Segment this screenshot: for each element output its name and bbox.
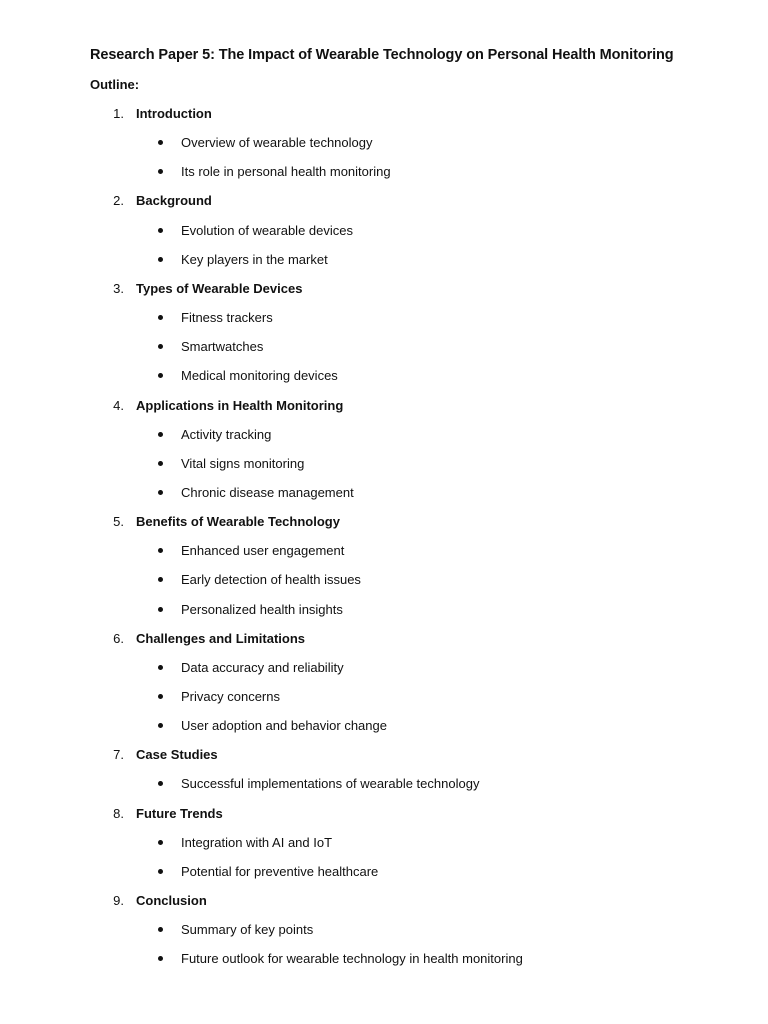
list-item-text: Future outlook for wearable technology in health monitoring: [181, 951, 523, 967]
list-item-text: Smartwatches: [181, 339, 264, 355]
bullet-icon: [158, 607, 163, 612]
list-item-text: Personalized health insights: [181, 601, 343, 617]
outline-section-heading: [0, 280, 768, 298]
list-item: [0, 338, 768, 356]
list-item: [0, 571, 768, 589]
list-item: [0, 688, 768, 706]
section-title: Background: [136, 193, 212, 209]
list-item: [0, 134, 768, 152]
section-title: Applications in Health Monitoring: [136, 397, 344, 413]
section-title: Introduction: [136, 106, 212, 121]
list-item-text: Summary of key points: [181, 922, 314, 938]
bullet-icon: [158, 432, 163, 437]
list-item: [0, 367, 768, 385]
list-item: [0, 251, 768, 269]
list-item: [0, 775, 768, 793]
bullet-icon: [158, 257, 163, 262]
list-item-text: Potential for preventive healthcare: [181, 863, 379, 879]
bullet-icon: [158, 577, 163, 582]
bullet-icon: [158, 140, 163, 145]
list-item: [0, 484, 768, 502]
section-title: Case Studies: [136, 747, 218, 763]
list-item-text: Privacy concerns: [181, 689, 280, 704]
section-number: 9.: [113, 893, 124, 909]
bullet-icon: [158, 723, 163, 728]
list-item: [0, 863, 768, 881]
outline-section-heading: [0, 892, 768, 910]
list-item: [0, 309, 768, 327]
bullet-icon: [158, 315, 163, 320]
section-number: 7.: [113, 747, 124, 763]
list-item-text: Evolution of wearable devices: [181, 222, 353, 238]
section-title: Benefits of Wearable Technology: [136, 514, 340, 530]
list-item-text: Integration with AI and IoT: [181, 834, 333, 850]
section-number: 3.: [113, 280, 124, 296]
section-number: 6.: [113, 630, 124, 646]
bullet-icon: [158, 461, 163, 466]
section-number: 4.: [113, 397, 124, 413]
list-item: [0, 222, 768, 240]
bullet-icon: [158, 228, 163, 233]
list-item-text: Fitness trackers: [181, 310, 273, 326]
page-title: Research Paper 5: The Impact of Wearable Technology on Personal Health Monitoring: [90, 47, 674, 63]
list-item: [0, 950, 768, 968]
list-item-text: Vital signs monitoring: [181, 455, 305, 471]
bullet-icon: [158, 169, 163, 174]
list-item-text: Data accuracy and reliability: [181, 659, 344, 675]
section-title: Conclusion: [136, 893, 207, 909]
list-item: [0, 455, 768, 473]
list-item-text: Overview of wearable technology: [181, 135, 373, 151]
section-number: 8.: [113, 805, 124, 821]
bullet-icon: [158, 694, 163, 699]
list-item: [0, 717, 768, 735]
list-item-text: Key players in the market: [181, 251, 328, 267]
bullet-icon: [158, 781, 163, 786]
section-title: Challenges and Limitations: [136, 630, 306, 646]
list-item: [0, 834, 768, 852]
list-item: [0, 426, 768, 444]
section-number: 2.: [113, 193, 124, 209]
list-item-text: Medical monitoring devices: [181, 368, 338, 384]
bullet-icon: [158, 344, 163, 349]
bullet-icon: [158, 927, 163, 932]
outline-section-heading: [0, 105, 768, 123]
bullet-icon: [158, 665, 163, 670]
bullet-icon: [158, 869, 163, 874]
list-item-text: Early detection of health issues: [181, 572, 361, 588]
outline-section-heading: [0, 805, 768, 823]
list-item-text: Enhanced user engagement: [181, 543, 345, 559]
bullet-icon: [158, 373, 163, 378]
outline-section-heading: [0, 192, 768, 210]
list-item-text: Its role in personal health monitoring: [181, 164, 391, 180]
section-number: 1.: [113, 106, 124, 121]
bullet-icon: [158, 490, 163, 495]
list-item-text: Successful implementations of wearable technology: [181, 776, 480, 792]
list-item-text: User adoption and behavior change: [181, 718, 387, 734]
bullet-icon: [158, 956, 163, 961]
outline-section-heading: [0, 513, 768, 531]
bullet-icon: [158, 840, 163, 845]
list-item-text: Activity tracking: [181, 426, 272, 442]
outline-section-heading: [0, 397, 768, 415]
section-title: Future Trends: [136, 805, 223, 821]
section-number: 5.: [113, 514, 124, 530]
list-item: [0, 601, 768, 619]
section-title: Types of Wearable Devices: [136, 280, 303, 296]
bullet-icon: [158, 548, 163, 553]
list-item: [0, 163, 768, 181]
list-item: [0, 542, 768, 560]
outline-section-heading: [0, 630, 768, 648]
list-item: [0, 659, 768, 677]
outline-section-heading: [0, 746, 768, 764]
list-item-text: Chronic disease management: [181, 484, 354, 500]
list-item: [0, 921, 768, 939]
outline-label: Outline:: [90, 77, 140, 92]
